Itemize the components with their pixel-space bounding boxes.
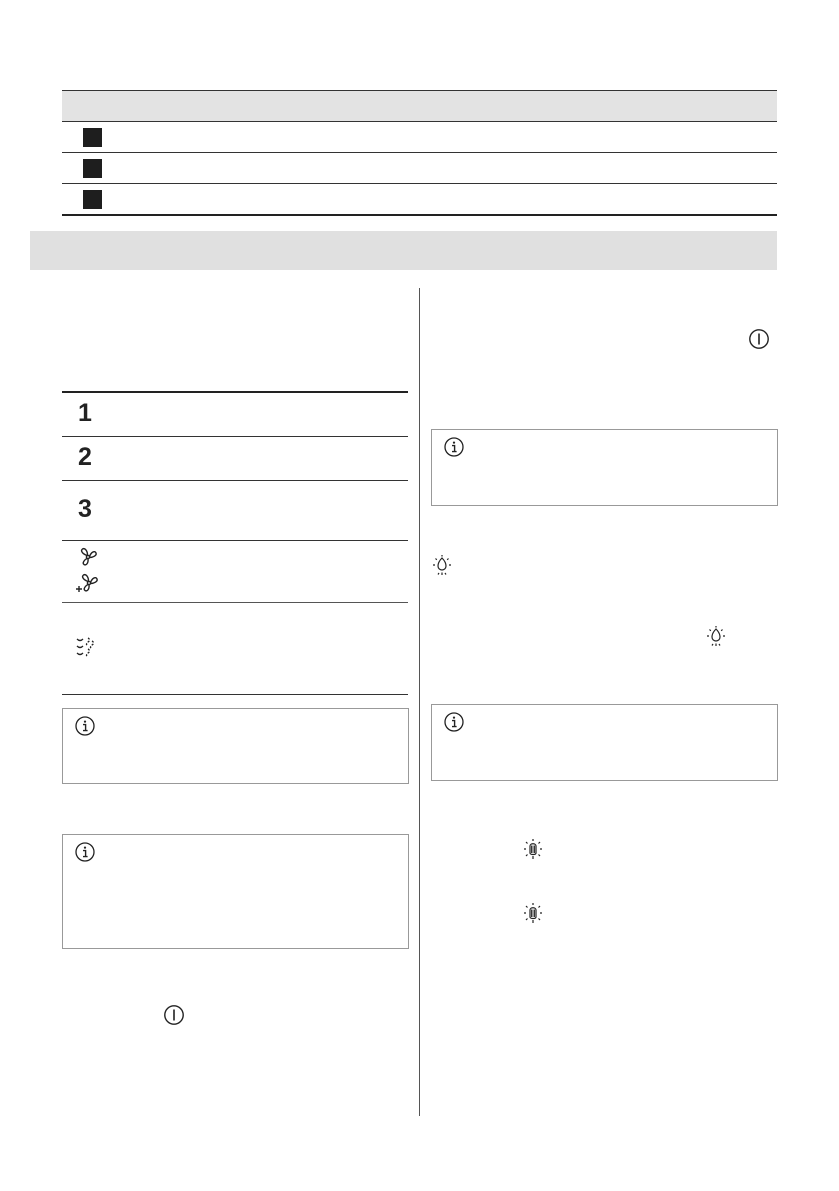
table-row: [62, 603, 408, 695]
info-icon: [444, 437, 464, 457]
table-row: [62, 481, 408, 541]
info-icon: [75, 716, 95, 736]
fan-icon: [78, 547, 98, 567]
row-number: 1: [78, 399, 92, 427]
section-heading-band: [30, 231, 777, 270]
light-bulb-icon: [704, 626, 728, 648]
table-row: [62, 541, 408, 603]
table-row: [62, 184, 777, 216]
row-number: 3: [78, 495, 92, 523]
info-icon: [444, 712, 464, 732]
black-square-icon: [83, 190, 102, 209]
black-square-icon: [83, 128, 102, 147]
power-icon: [163, 1004, 185, 1026]
feature-table: [62, 391, 408, 695]
table-header: [62, 90, 777, 122]
info-box: [431, 429, 778, 506]
info-icon: [75, 842, 95, 862]
top-table: [62, 90, 777, 216]
steam-icon: [75, 636, 97, 660]
fan-plus-icon: [74, 572, 100, 596]
column-divider: [419, 288, 420, 1116]
power-icon: [748, 328, 770, 350]
table-row: [62, 153, 777, 184]
table-row: [62, 393, 408, 437]
light-sensor-icon: [522, 838, 544, 860]
table-row: [62, 122, 777, 153]
info-box: [62, 834, 409, 949]
info-box: [431, 704, 778, 781]
table-row: [62, 437, 408, 481]
row-number: 2: [78, 443, 92, 471]
info-box: [62, 708, 409, 784]
light-sensor-icon: [522, 902, 544, 924]
black-square-icon: [83, 159, 102, 178]
light-bulb-icon: [430, 555, 454, 577]
